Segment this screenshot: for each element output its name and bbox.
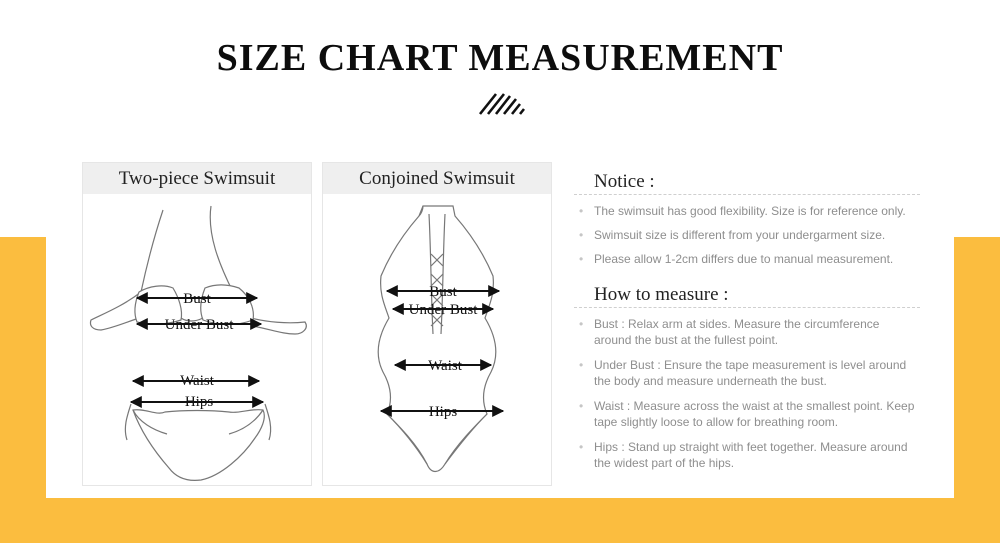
list-item: • The swimsuit has good flexibility. Size is for reference only.	[574, 203, 920, 219]
bust-label: Bust	[429, 284, 457, 300]
waist-label: Waist	[180, 373, 214, 389]
hips-label: Hips	[428, 404, 458, 420]
conjoined-heading: Conjoined Swimsuit	[323, 163, 551, 194]
notice-list	[574, 203, 920, 267]
under-bust-label: Under Bust	[408, 302, 478, 318]
bikini-bottom-drawing	[125, 404, 270, 480]
hips-label: Hips	[184, 394, 214, 410]
list-item: • Please allow 1-2cm differs due to manual measurement.	[574, 251, 920, 267]
list-item: • Hips : Stand up straight with feet together. Measure around the widest part of the hips.	[574, 439, 920, 471]
two-piece-panel	[82, 162, 312, 486]
bikini-diagram	[83, 194, 311, 485]
one-piece-drawing	[378, 206, 496, 472]
waist-label: Waist	[428, 358, 462, 374]
bust-label: Bust	[183, 291, 211, 307]
notice-heading: Notice :	[574, 168, 920, 195]
notes-column	[574, 168, 920, 480]
how-to-measure-list	[574, 316, 920, 471]
list-item: • Swimsuit size is different from your undergarment size.	[574, 227, 920, 243]
conjoined-panel	[322, 162, 552, 486]
how-to-measure-heading: How to measure :	[574, 281, 920, 308]
page-title: SIZE CHART MEASUREMENT	[216, 37, 784, 79]
diagonal-stripes-icon	[478, 92, 528, 116]
list-item: • Waist : Measure across the waist at the smallest point. Keep tape slightly loose to allow for breathing room.	[574, 398, 920, 430]
two-piece-heading: Two-piece Swimsuit	[83, 163, 311, 194]
list-item: • Under Bust : Ensure the tape measurement is level around the body and measure underneath the bust.	[574, 357, 920, 389]
one-piece-diagram	[323, 194, 551, 485]
bikini-top-drawing	[90, 206, 306, 334]
under-bust-label: Under Bust	[164, 317, 234, 333]
list-item: • Bust : Relax arm at sides. Measure the circumference around the bust at the fullest point.	[574, 316, 920, 348]
